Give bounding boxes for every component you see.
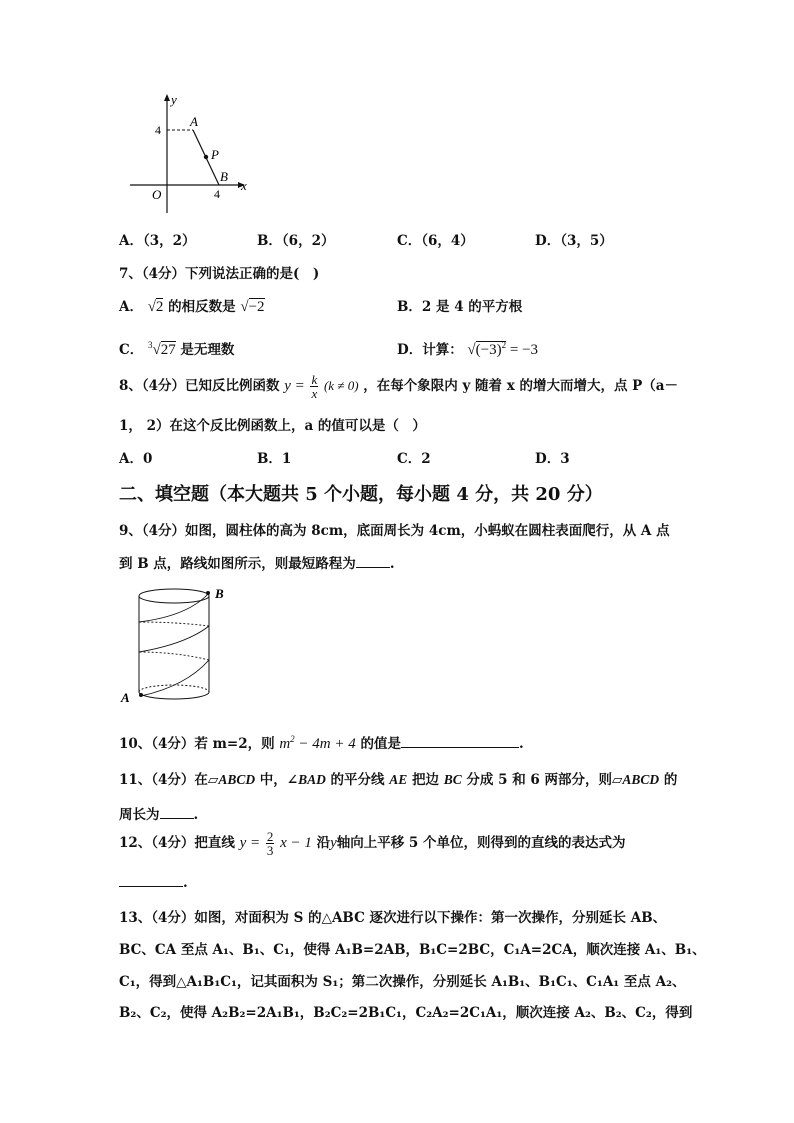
q7-rad2: 2 — [155, 299, 164, 315]
q7-option-c: C． $^3$√27 是无理数 — [119, 340, 235, 358]
q10: 10、（4分）若 m=2，则 $m^2 - 4m + 4$ 的值是 . — [119, 734, 524, 752]
q6-option-b: B．（6，2） — [257, 233, 335, 249]
q7-cube-index: 3 — [147, 340, 153, 350]
tick-y-4: 4 — [155, 123, 161, 137]
q7-option-d: D．计算： $√(-3)^2 = -3$ — [397, 340, 539, 358]
q8-frac-num: k — [311, 372, 318, 387]
q7-stem: 7、（4分）下列说法正确的是( ) — [119, 266, 320, 282]
q7-rad27: 27 — [160, 342, 176, 358]
cylinder-label-b: B — [215, 586, 224, 601]
point-b-label: B — [220, 169, 228, 184]
q7-option-b: B．2 是 4 的平方根 — [397, 299, 523, 315]
q8-line1: 8、（4分）已知反比例函数 y = $\frac{k}{x}$ (k ≠ 0) ，在每个象限内 y 随着 x 的增大而增大，点 P（a－ — [119, 372, 679, 401]
point-a-dot — [139, 693, 143, 697]
q13-line3: C₁，得到△A₁B₁C₁，记其面积为 S₁；第二次操作，分别延长 A₁B₁、B₁C₁、C₁A₁ 至点 A₂、 — [119, 974, 686, 990]
y-label: y — [171, 92, 177, 107]
y-axis-arrow — [164, 94, 170, 101]
q11-answer-blank[interactable] — [160, 806, 194, 819]
q12-line1: 12、（4分）把直线 y = $\frac{2}{3}$ x − 1 沿y轴向上平移 5 个单位，则得到的直线的表达式为 — [119, 829, 626, 858]
q13-line2: BC、CA 至点 A₁、B₁、C₁，使得 A₁B=2AB，B₁C=2BC，C₁A=2CA，顺次连接 A₁、B₁、 — [119, 942, 706, 958]
coordinate-figure — [118, 88, 258, 218]
q12-answer-blank[interactable] — [119, 874, 183, 887]
q10-answer-blank[interactable] — [401, 735, 519, 748]
point-b-dot — [206, 591, 210, 595]
cylinder-top — [139, 589, 209, 603]
q13-line1: 13、（4分）如图，对面积为 S 的△ABC 逐次进行以下操作：第一次操作，分别延长 AB、 — [119, 910, 667, 926]
q8-option-a: A．0 — [119, 451, 153, 467]
path-segment-5 — [139, 593, 209, 622]
q8-y-eq: y = — [284, 378, 305, 394]
q8-option-b: B．1 — [257, 451, 292, 467]
point-a-label: A — [190, 114, 198, 129]
x-label: x — [241, 178, 247, 193]
q6-option-a: A．（3，2） — [119, 233, 196, 249]
path-segment-2 — [139, 652, 209, 660]
q6-option-d: D．（3，5） — [535, 233, 613, 249]
cylinder-bottom-front — [139, 692, 209, 699]
cylinder-bottom-back — [139, 685, 209, 692]
q9-line2: 到 B 点，路线如图所示，则最短路程为 . — [119, 556, 395, 572]
q13-line4: B₂、C₂，使得 A₂B₂=2A₁B₁，B₂C₂=2B₁C₁，C₂A₂=2C₁A₁，顺次连接 A₂、B₂、C₂，得到 — [119, 1005, 693, 1021]
point-p-dot — [204, 155, 208, 159]
q9-line1: 9、（4分）如图，圆柱体的高为 8cm，底面周长为 4cm，小蚂蚁在圆柱表面爬行，从 A 点 — [119, 523, 670, 539]
q8-option-d: D．3 — [535, 451, 570, 467]
cylinder-figure — [116, 580, 236, 710]
q7-result: = −3 — [506, 342, 539, 358]
q6-option-c: C．（6，4） — [397, 233, 474, 249]
tick-x-4: 4 — [214, 187, 220, 201]
section2-heading: 二、填空题（本大题共 5 个小题，每小题 4 分，共 20 分） — [119, 484, 603, 505]
path-segment-4 — [139, 622, 209, 626]
path-segment-3 — [139, 626, 209, 652]
q8-line2: 1， 2）在这个反比例函数上，a 的值可以是（ ） — [119, 418, 426, 434]
point-p-label: P — [211, 147, 219, 162]
q11-line2: 周长为 . — [119, 807, 199, 823]
q8-frac-den: x — [311, 386, 318, 401]
path-segment-1 — [141, 660, 209, 696]
q7-sq: 2 — [501, 340, 507, 350]
q12-frac-den: 3 — [266, 843, 274, 858]
q7-option-a: A． √2 的相反数是 √−2 — [119, 299, 265, 315]
q8-option-c: C．2 — [397, 451, 431, 467]
q8-cond: (k ≠ 0) — [323, 378, 359, 393]
q9-answer-blank[interactable] — [356, 555, 390, 568]
origin-label: O — [152, 187, 162, 202]
q12-line2: . — [119, 874, 188, 891]
q11-line1: 11、（4分）在▱ABCD 中，∠BAD 的平分线 AE 把边 BC 分成 5 和 6 两部分，则▱ABCD 的 — [119, 772, 678, 788]
q7-rad-neg2: −2 — [248, 299, 265, 315]
cylinder-label-a: A — [121, 690, 130, 705]
q12-frac-num: 2 — [266, 829, 274, 844]
q7-rad-neg3: (−3) — [475, 342, 502, 358]
